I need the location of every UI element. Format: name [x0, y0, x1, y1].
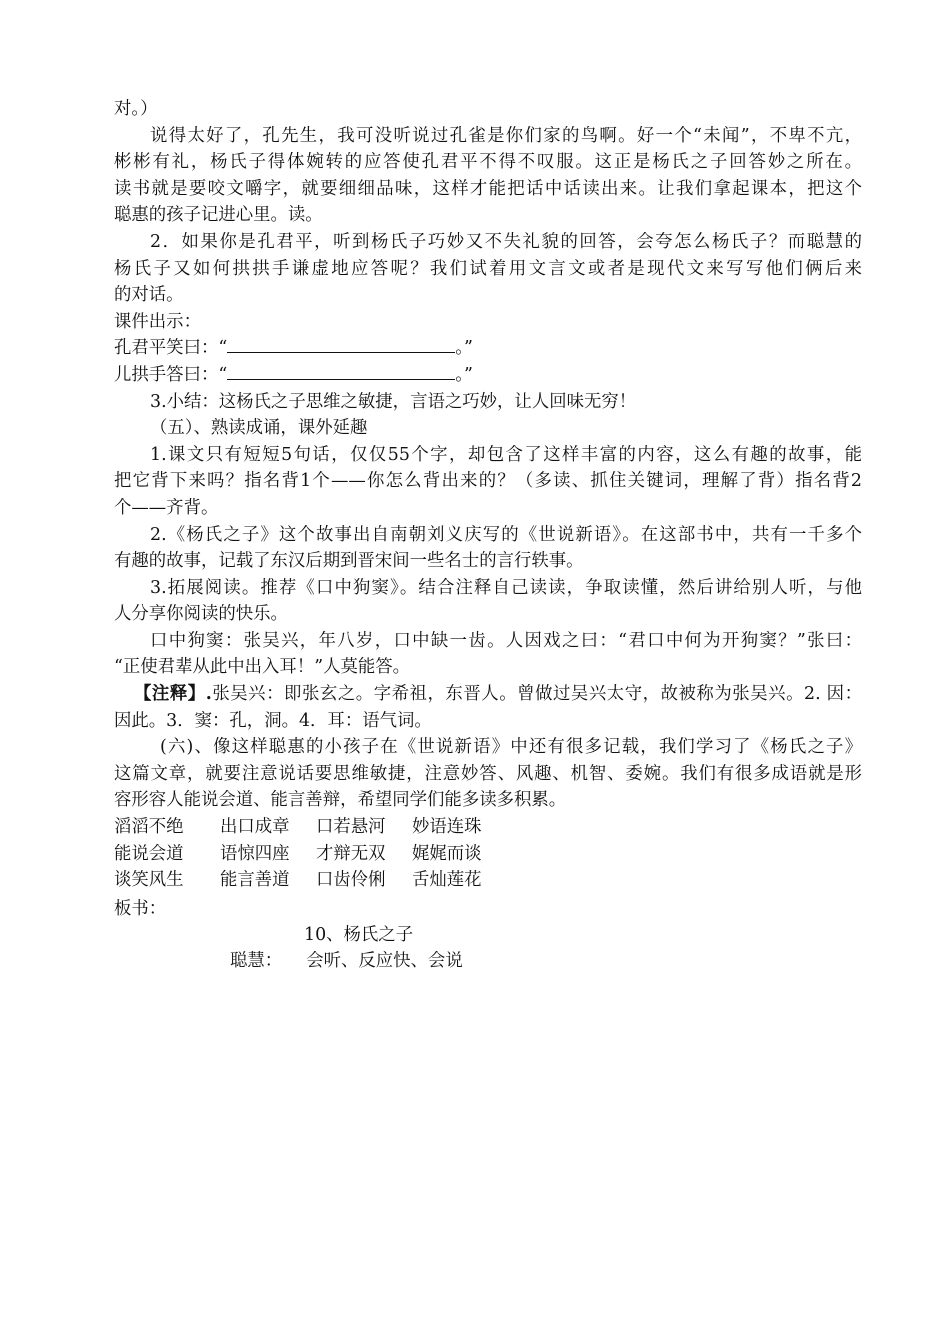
idiom: 语惊四座	[220, 843, 290, 864]
text-line: 2．如果你是孔君平，听到杨氏子巧妙又不失礼貌的回答，会夸怎么杨氏子？而聪慧的	[150, 231, 862, 252]
text-line: 彬彬有礼，杨氏子得体婉转的应答使孔君平不得不叹服。这正是杨氏之子回答妙之所在。	[114, 152, 862, 173]
dialogue-er-prefix: 儿拱手答曰：“	[114, 364, 228, 385]
text-line: 把它背下来吗？指名背1个——你怎么背出来的？（多读、抓住关键词，理解了背）指名背2	[114, 471, 862, 492]
annotation-text: 张吴兴：即张玄之。字希祖，东晋人。曾做过吴兴太守，故被称为张吴兴。2. 因：	[211, 684, 862, 705]
annotation-line	[114, 681, 862, 708]
idiom-row	[114, 841, 862, 868]
dialogue-er-suffix: 。”	[455, 364, 473, 385]
document-body	[114, 96, 862, 894]
board-row	[230, 948, 463, 974]
text-line: 1.课文只有短短5句话，仅仅55个字，却包含了这样丰富的内容，这么有趣的故事，能	[150, 444, 862, 465]
text-line: “正使君辈从此中出入耳！”人莫能答。	[114, 657, 411, 678]
idiom: 出口成章	[220, 817, 290, 838]
text-line: 聪惠的孩子记进心里。读。	[114, 205, 323, 226]
answer-blank	[227, 336, 455, 353]
board-title: 10、杨氏之子	[304, 925, 414, 945]
idiom-row	[114, 867, 862, 894]
text-line: 读书就是要咬文嚼字，就要细细品味，这样才能把话中话读出来。让我们拿起课本，把这个	[114, 178, 862, 199]
board-row-content: 会听、反应快、会说	[306, 951, 463, 971]
annotation-label: 【注释】.	[134, 684, 212, 705]
idiom: 娓娓而谈	[412, 843, 482, 864]
text-line: 3.拓展阅读。推荐《口中狗窦》。结合注释自己读读，争取读懂，然后讲给别人听，与他	[150, 577, 862, 598]
idiom: 舌灿莲花	[412, 870, 482, 891]
dialogue-er	[114, 362, 862, 389]
idiom-row	[114, 814, 862, 841]
idiom: 口若悬河	[316, 817, 386, 838]
idiom: 妙语连珠	[412, 817, 482, 838]
idiom: 才辩无双	[316, 843, 386, 864]
text-line: 杨氏子又如何拱拱手谦虚地应答呢？我们试着用文言文或者是现代文来写写他们俩后来	[114, 258, 862, 279]
idiom: 能说会道	[114, 843, 184, 864]
text-line: 对。）	[114, 99, 158, 119]
idiom: 谈笑风生	[114, 870, 184, 891]
board-label: 板书：	[114, 899, 167, 919]
section-heading: （五）、熟读成诵，课外延趣	[150, 418, 368, 439]
idiom: 口齿伶俐	[316, 870, 386, 891]
text-line: 3.小结：这杨氏之子思维之敏捷，言语之巧妙，让人回味无穷！	[150, 391, 637, 412]
text-line: 因此。3．窦：孔，洞。4．耳：语气词。	[114, 710, 432, 731]
dialogue-kong	[114, 335, 862, 362]
text-line: 这篇文章，就要注意说话要思维敏捷，注意妙答、风趣、机智、委婉。我们有很多成语就是形	[114, 763, 862, 784]
dialogue-kong-suffix: 。”	[455, 338, 473, 359]
idiom: 能言善道	[220, 870, 290, 891]
text-line: 个——齐背。	[114, 497, 219, 518]
text-line: 人分享你阅读的快乐。	[114, 604, 288, 625]
text-line: 有趣的故事，记载了东汉后期到晋宋间一些名士的言行轶事。	[114, 551, 584, 572]
dialogue-kong-prefix: 孔君平笑曰：“	[114, 338, 228, 359]
board-row-label: 聪慧：	[230, 951, 283, 971]
answer-blank	[227, 363, 455, 380]
text-line: 课件出示：	[114, 311, 201, 332]
text-line: 的对话。	[114, 285, 184, 306]
text-line: 容形容人能说会道、能言善辩，希望同学们能多读多积累。	[114, 790, 567, 811]
idiom: 滔滔不绝	[114, 817, 184, 838]
text-line: 说得太好了，孔先生，我可没听说过孔雀是你们家的鸟啊。好一个“未闻”，不卑不亢，	[150, 125, 862, 146]
text-line: (六)、像这样聪惠的小孩子在《世说新语》中还有很多记载，我们学习了《杨氏之子》	[160, 737, 862, 758]
text-line: 口中狗窦：张吴兴，年八岁，口中缺一齿。人因戏之曰：“君口中何为开狗窦？”张曰：	[150, 630, 862, 651]
text-line: 2.《杨氏之子》这个故事出自南朝刘义庆写的《世说新语》。在这部书中，共有一千多个	[150, 524, 862, 545]
